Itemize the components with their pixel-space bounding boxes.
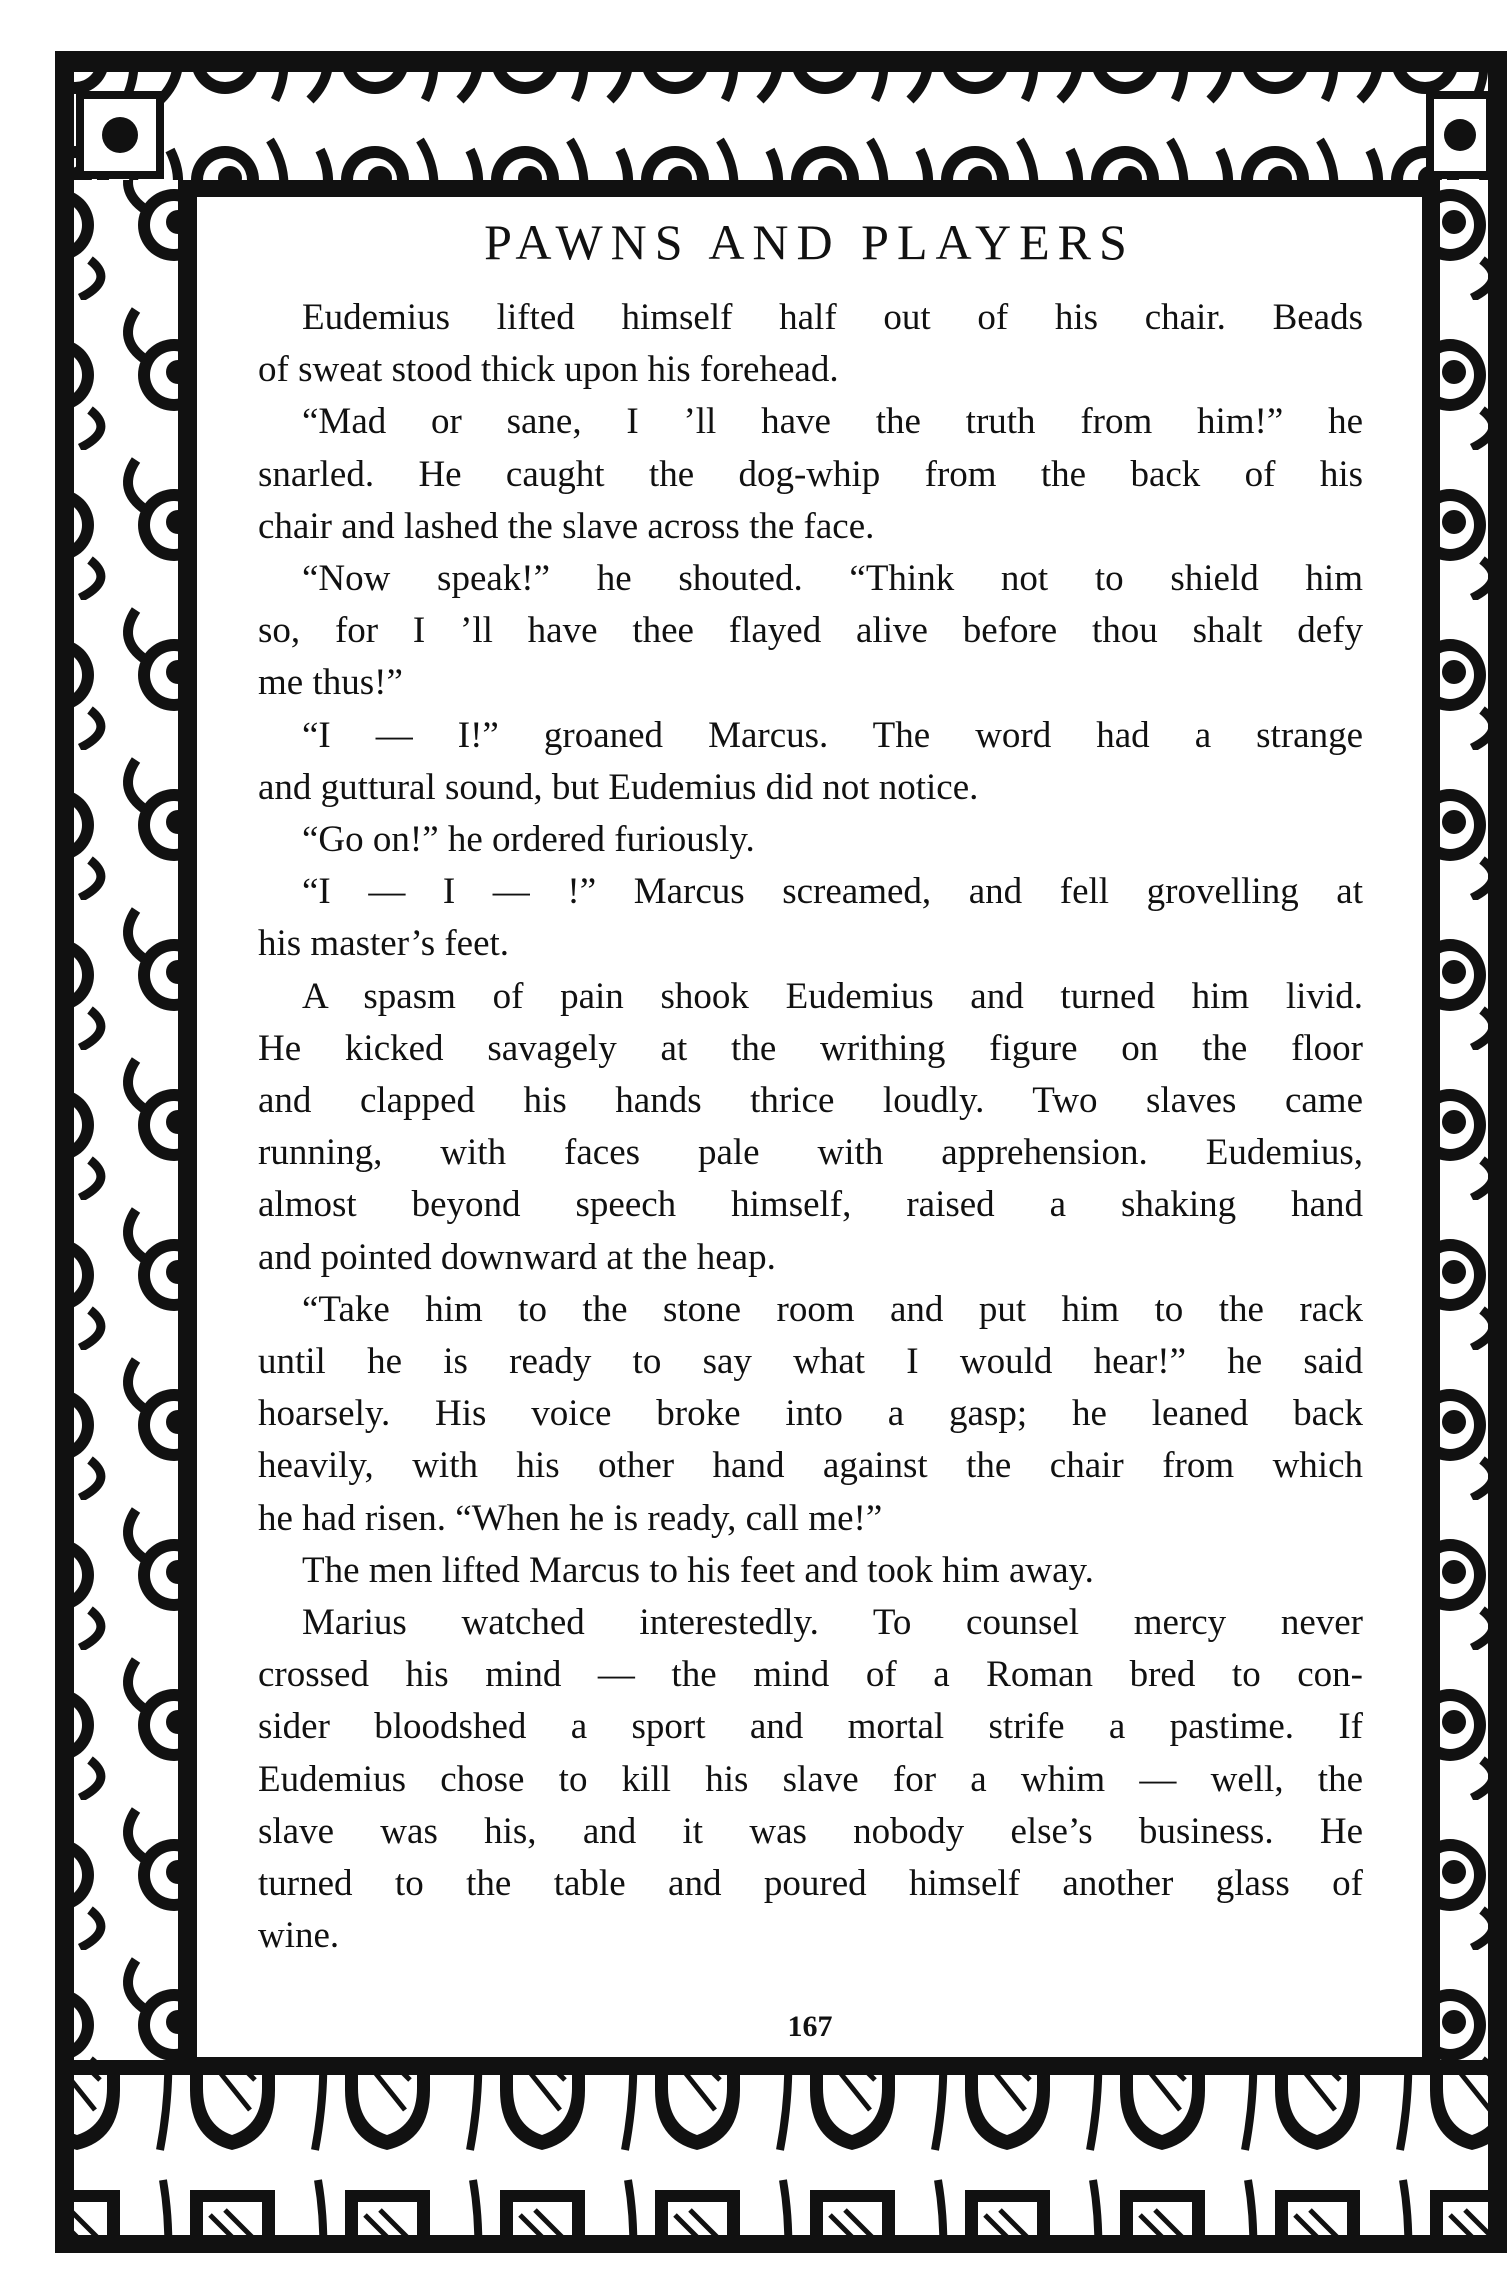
- text-line: A spasm of pain shook Eudemius and turned him livid.: [302, 975, 1363, 1017]
- text-line: his master’s feet.: [258, 923, 510, 965]
- paragraph: [258, 553, 1363, 710]
- body-text: [258, 292, 1363, 1963]
- text-line: Eudemius chose to kill his slave for a whim — well, the: [258, 1758, 1363, 1800]
- text-line: of sweat stood thick upon his forehead.: [258, 349, 839, 391]
- text-line: “Go on!” he ordered furiously.: [302, 819, 755, 861]
- text-line: turned to the table and poured himself another glass of: [258, 1863, 1363, 1905]
- text-line: He kicked savagely at the writhing figure on the floor: [258, 1027, 1363, 1069]
- text-line: chair and lashed the slave across the face.: [258, 505, 875, 547]
- paragraph: [258, 396, 1363, 553]
- page-number: 167: [787, 2010, 833, 2043]
- text-line: heavily, with his other hand against the chair from which: [258, 1445, 1363, 1487]
- paragraph: [258, 710, 1363, 814]
- paragraph: [258, 866, 1363, 970]
- text-line: and guttural sound, but Eudemius did not notice.: [258, 766, 979, 808]
- paragraph: [258, 292, 1363, 396]
- text-line: The men lifted Marcus to his feet and took him away.: [302, 1549, 1094, 1591]
- text-line: snarled. He caught the dog-whip from the back of his: [258, 453, 1363, 495]
- text-line: Marius watched interestedly. To counsel mercy never: [302, 1602, 1363, 1644]
- text-line: wine.: [258, 1915, 340, 1957]
- corner-rosette-icon: [80, 95, 160, 175]
- corner-rosette-icon: [1430, 95, 1490, 175]
- text-line: until he is ready to say what I would hear!” he said: [258, 1341, 1363, 1383]
- page-title: PAWNS AND PLAYERS: [484, 214, 1135, 270]
- paragraph: [258, 1284, 1363, 1545]
- text-line: “I — I — !” Marcus screamed, and fell grovelling at: [302, 871, 1363, 913]
- text-line: hoarsely. His voice broke into a gasp; he leaned back: [258, 1393, 1363, 1435]
- text-line: “I — I!” groaned Marcus. The word had a strange: [302, 714, 1363, 756]
- text-line: he had risen. “When he is ready, call me!”: [258, 1497, 883, 1539]
- text-line: and clapped his hands thrice loudly. Two slaves came: [258, 1080, 1363, 1122]
- text-line: almost beyond speech himself, raised a shaking hand: [258, 1184, 1363, 1226]
- text-line: Eudemius lifted himself half out of his chair. Beads: [302, 297, 1363, 338]
- paragraph: [258, 971, 1363, 1284]
- text-line: “Now speak!” he shouted. “Think not to shield him: [302, 558, 1363, 600]
- text-line: “Take him to the stone room and put him to the rack: [302, 1288, 1363, 1330]
- paragraph: [258, 1545, 1363, 1597]
- paragraph: [258, 814, 1363, 866]
- text-line: slave was his, and it was nobody else’s business. He: [258, 1810, 1363, 1852]
- text-line: “Mad or sane, I ’ll have the truth from him!” he: [302, 401, 1363, 443]
- text-line: running, with faces pale with apprehension. Eudemius,: [258, 1132, 1363, 1174]
- text-line: me thus!”: [258, 662, 403, 704]
- text-line: crossed his mind — the mind of a Roman bred to con-: [258, 1654, 1363, 1696]
- text-line: sider bloodshed a sport and mortal strife a pastime. If: [258, 1706, 1363, 1748]
- text-line: and pointed downward at the heap.: [258, 1236, 776, 1278]
- text-line: so, for I ’ll have thee flayed alive before thou shalt defy: [258, 610, 1363, 652]
- paragraph: [258, 1597, 1363, 1962]
